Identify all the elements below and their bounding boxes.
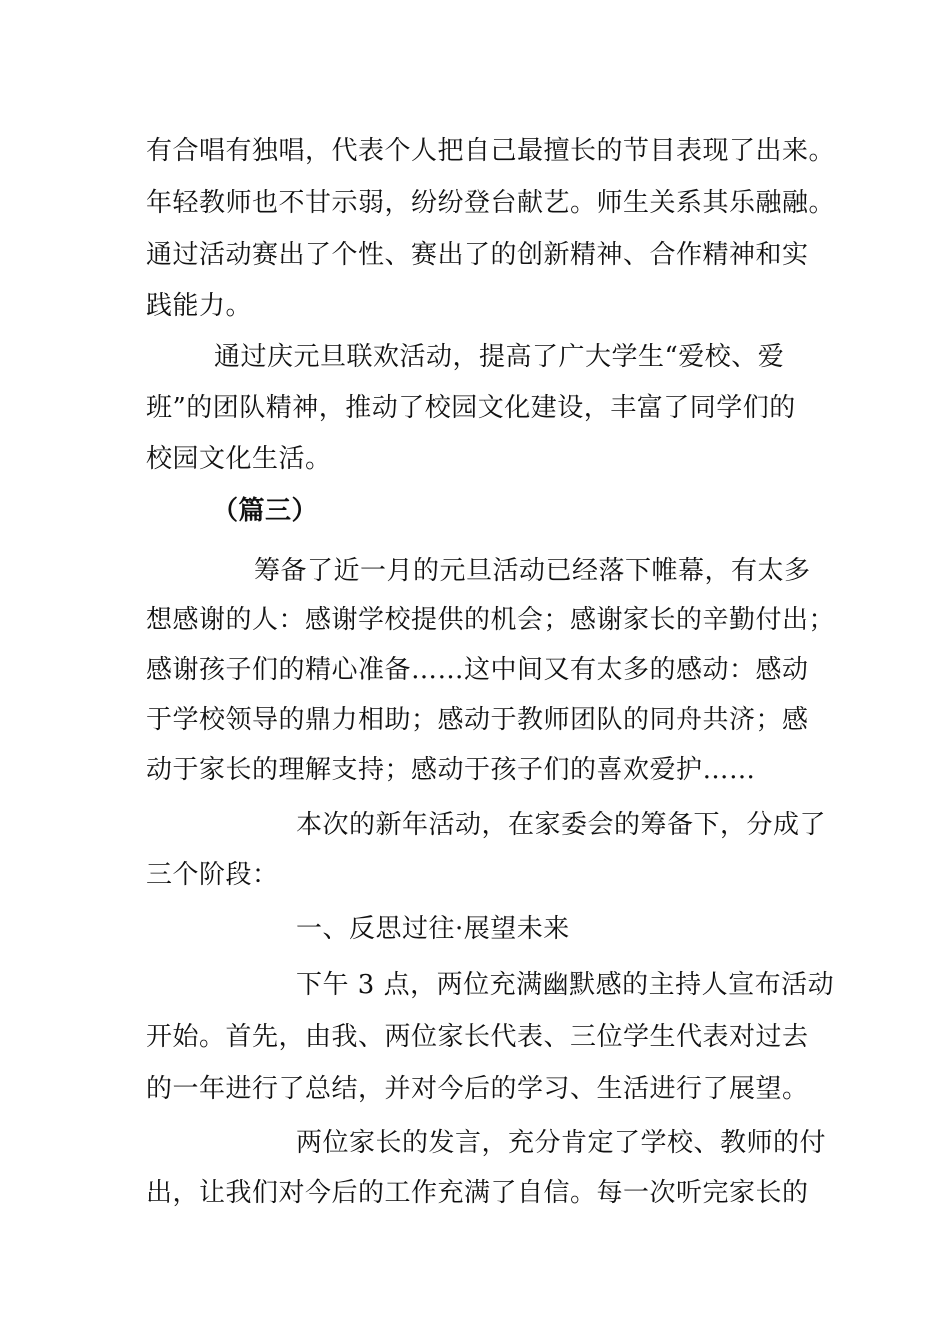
text-line: 想感谢的人：感谢学校提供的机会；感谢家长的辛勤付出； (146, 605, 836, 635)
text-line: 班”的团队精神，推动了校园文化建设，丰富了同学们的 (146, 393, 796, 423)
text-line: 通过庆元旦联欢活动，提高了广大学生“爱校、爱 (214, 342, 785, 372)
text-line: 两位家长的发言，充分肯定了学校、教师的付 (296, 1128, 827, 1158)
text-line: 出，让我们对今后的工作充满了自信。每一次听完家长的 (146, 1178, 809, 1208)
text-line: 校园文化生活。 (146, 444, 332, 474)
text-line: 动于家长的理解支持；感动于孩子们的喜欢爱护…… (146, 755, 756, 785)
section-heading: （篇三） (212, 496, 319, 526)
text-line: 下午 3 点，两位充满幽默感的主持人宣布活动 (296, 970, 835, 1000)
text-line: 本次的新年活动，在家委会的筹备下，分成了 (296, 810, 827, 840)
text-line: 践能力。 (146, 291, 253, 321)
text-line: 筹备了近一月的元旦活动已经落下帷幕，有太多 (254, 556, 811, 586)
text-line: 通过活动赛出了个性、赛出了的创新精神、合作精神和实 (146, 240, 809, 270)
text-line: 三个阶段： (146, 860, 279, 890)
text-line: 感谢孩子们的精心准备……这中间又有太多的感动：感动 (146, 655, 809, 685)
subsection-heading: 一、反思过往·展望未来 (296, 914, 570, 944)
text-line: 的一年进行了总结，并对今后的学习、生活进行了展望。 (146, 1074, 809, 1104)
text-line: 有合唱有独唱，代表个人把自己最擅长的节目表现了出来。 (146, 136, 836, 166)
text-line: 于学校领导的鼎力相助；感动于教师团队的同舟共济；感 (146, 705, 809, 735)
text-line: 年轻教师也不甘示弱，纷纷登台献艺。师生关系其乐融融。 (146, 188, 836, 218)
text-line: 开始。首先，由我、两位家长代表、三位学生代表对过去 (146, 1022, 809, 1052)
